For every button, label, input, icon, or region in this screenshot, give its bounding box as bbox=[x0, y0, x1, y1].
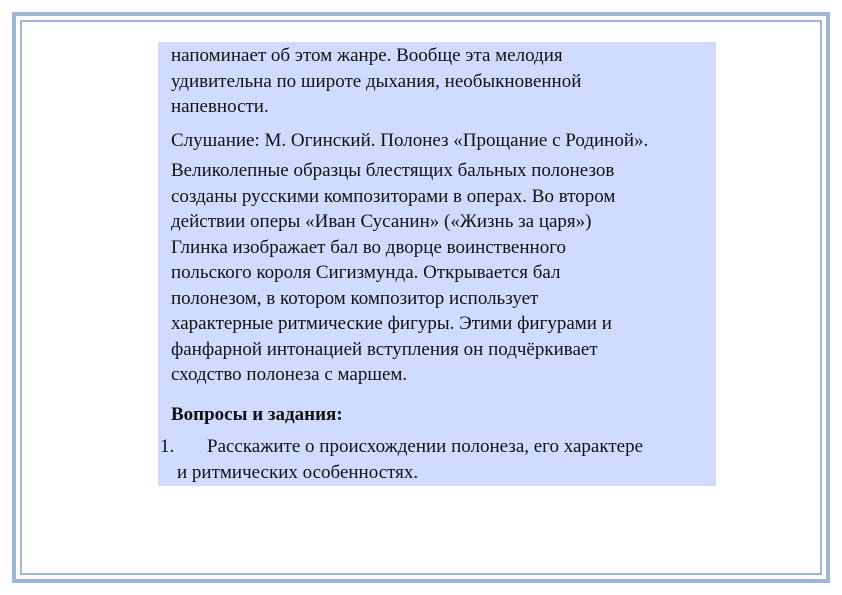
text-line: Глинка изображает бал во дворце воинственного bbox=[171, 236, 567, 258]
text-line: Слушание: М. Огинский. Полонез «Прощание с Родиной». bbox=[171, 130, 649, 151]
text-line: созданы русскими композиторами в операх. Во втором bbox=[171, 185, 616, 207]
text-line: напоминает об этом жанре. Вообще эта мелодия bbox=[171, 45, 563, 66]
text-line: действии оперы «Иван Сусанин» («Жизнь за царя») bbox=[171, 211, 592, 232]
list-text-line: и ритмических особенностях. bbox=[177, 462, 419, 483]
list-number: 1. bbox=[160, 436, 175, 457]
text-line: напевности. bbox=[171, 96, 269, 117]
paragraph-intro bbox=[171, 43, 714, 120]
list-text-line: Расскажите о происхождении полонеза, его характере bbox=[207, 436, 644, 457]
text-line: характерные ритмические фигуры. Этими фигурами и bbox=[171, 313, 612, 334]
text-block bbox=[158, 42, 716, 486]
text-line: польского короля Сигизмунда. Открывается бал bbox=[171, 262, 561, 283]
questions-heading bbox=[171, 402, 714, 428]
text-line: фанфарной интонацией вступления он подчёркивает bbox=[171, 338, 598, 360]
paragraph-glinka bbox=[171, 158, 714, 388]
text-line: сходство полонеза с маршем. bbox=[171, 364, 408, 385]
heading-text: Вопросы и задания: bbox=[171, 404, 343, 425]
text-line: Великолепные образцы блестящих бальных полонезов bbox=[171, 160, 615, 181]
text-line: полонезом, в котором композитор использует bbox=[171, 287, 539, 309]
text-line: удивительна по широте дыхания, необыкновенной bbox=[171, 70, 582, 92]
paragraph-listening bbox=[171, 128, 714, 154]
